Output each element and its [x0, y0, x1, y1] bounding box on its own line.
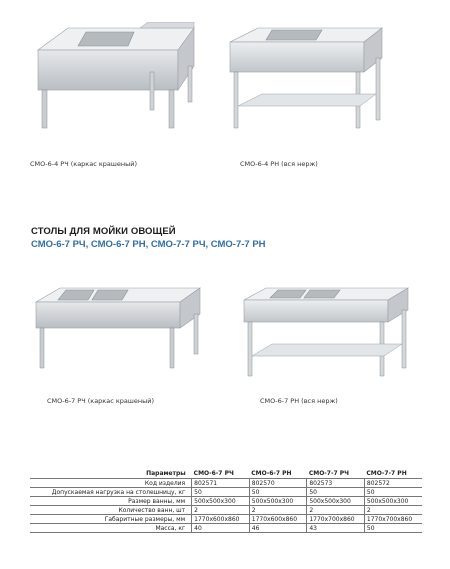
sink-table-smo-6-4-rn-image [222, 22, 392, 132]
row-label: Масса, кг [30, 524, 192, 533]
cell: 40 [192, 524, 250, 533]
cell: 1770х700х860 [364, 515, 422, 524]
cell: 2 [364, 506, 422, 515]
cell: 500х500х300 [364, 497, 422, 506]
cell: 46 [249, 524, 307, 533]
table-row [30, 488, 422, 497]
spec-table [30, 468, 422, 533]
row-label: Код изделия [30, 479, 192, 488]
cell: 1770х700х860 [307, 515, 365, 524]
cell: 50 [192, 488, 250, 497]
header-parameters: Параметры [146, 469, 186, 477]
table-row [30, 506, 422, 515]
cell: 802570 [249, 479, 307, 488]
caption-smo-6-7-rch: СМО-6-7 РЧ (каркас крашеный) [47, 397, 154, 405]
cell: 2 [307, 506, 365, 515]
cell: 1770х600х860 [192, 515, 250, 524]
cell: 802571 [192, 479, 250, 488]
table-row [30, 497, 422, 506]
header-smo-7-7-rch: СМО-7-7 РЧ [308, 469, 349, 477]
cell: 2 [192, 506, 250, 515]
table-row [30, 479, 422, 488]
cell: 1770х600х860 [249, 515, 307, 524]
cell: 500х500х300 [307, 497, 365, 506]
header-smo-7-7-rn: СМО-7-7 РН [366, 469, 407, 477]
row-label: Размер ванны, мм [30, 497, 192, 506]
cell: 43 [307, 524, 365, 533]
cell: 50 [364, 488, 422, 497]
caption-smo-6-4-rn: СМО-6-4 РН (вся нерж) [240, 160, 318, 168]
row-label: Габаритные размеры, мм [30, 515, 192, 524]
section-title: СТОЛЫ ДЛЯ МОЙКИ ОВОЩЕЙ [31, 226, 176, 237]
spec-table-header-row [30, 468, 422, 479]
cell: 802573 [307, 479, 365, 488]
table-row [30, 515, 422, 524]
table-row [30, 524, 422, 533]
header-smo-6-7-rch: СМО-6-7 РЧ [193, 469, 234, 477]
cell: 500х500х300 [192, 497, 250, 506]
cell: 2 [249, 506, 307, 515]
row-label: Допускаемая нагрузка на столешницу, кг [30, 488, 192, 497]
header-smo-6-7-rn: СМО-6-7 РН [251, 469, 292, 477]
cell: 500х500х300 [249, 497, 307, 506]
caption-smo-6-4-rch: СМО-6-4 РЧ (каркас крашеный) [30, 160, 137, 168]
section-models: СМО-6-7 РЧ, СМО-6-7 РН, СМО-7-7 РЧ, СМО-7-7 РН [31, 239, 266, 250]
sink-table-smo-6-7-rch-image [30, 282, 205, 372]
sink-table-smo-6-7-rn-image [238, 282, 413, 380]
cell: 50 [249, 488, 307, 497]
sink-table-smo-6-4-rch-image [28, 22, 198, 132]
cell: 50 [307, 488, 365, 497]
cell: 50 [364, 524, 422, 533]
row-label: Количество ванн, шт [30, 506, 192, 515]
caption-smo-6-7-rn: СМО-6-7 РН (вся нерж) [260, 397, 338, 405]
cell: 802572 [364, 479, 422, 488]
